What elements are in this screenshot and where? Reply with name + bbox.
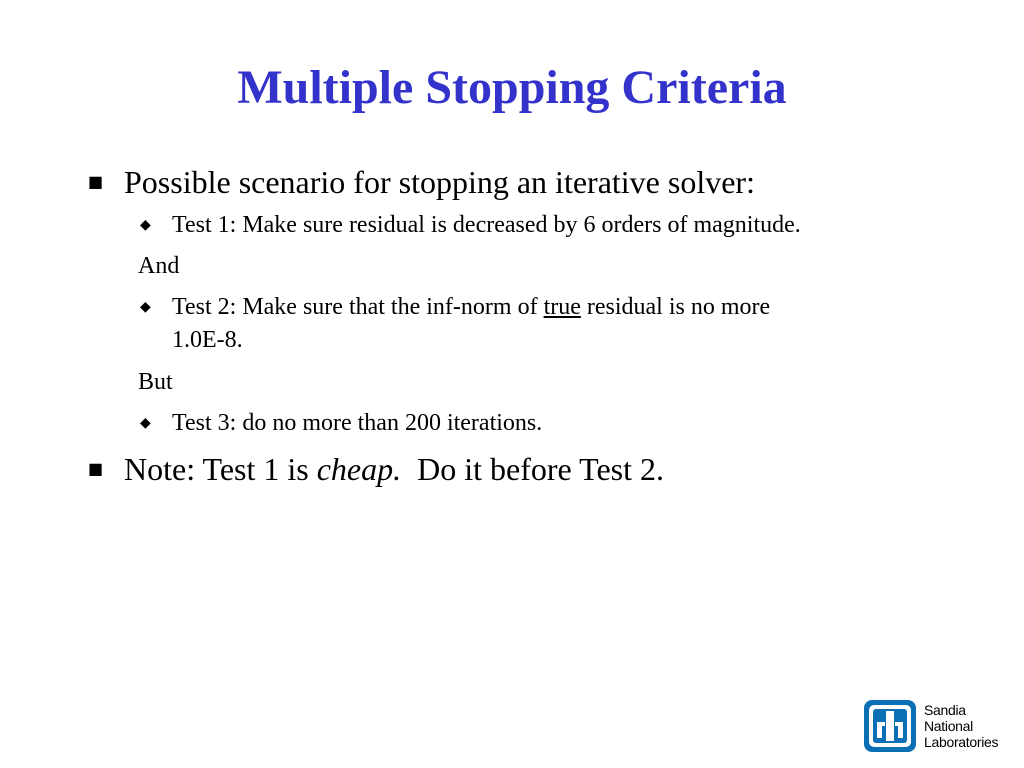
sub-bullet-item xyxy=(140,291,770,357)
diamond-bullet-icon: ◆ xyxy=(140,217,151,233)
connector-text: And xyxy=(138,253,180,279)
logo-wordmark xyxy=(924,702,998,750)
sub-bullet-item xyxy=(140,209,801,242)
sub-bullet-text: Test 1: Make sure residual is decreased by 6 orders of magnitude. xyxy=(172,212,801,238)
sandia-thunderbird-icon xyxy=(864,700,916,752)
logo-line: National xyxy=(924,718,973,734)
diamond-bullet-icon: ◆ xyxy=(140,415,151,431)
connector-text: But xyxy=(138,369,173,395)
diamond-bullet-icon: ◆ xyxy=(140,299,151,315)
logo-line: Laboratories xyxy=(924,734,999,750)
logo-line: Sandia xyxy=(924,702,966,718)
sub-bullet-text: Test 2: Make sure that the inf-norm of true residual is no more 1.0E-8. xyxy=(172,294,771,353)
sandia-logo xyxy=(864,700,998,752)
sub-bullet-text: Test 3: do no more than 200 iterations. xyxy=(172,410,543,436)
sub-bullet-item xyxy=(140,407,542,440)
bullet-item xyxy=(88,164,755,200)
slide-title: Multiple Stopping Criteria xyxy=(237,61,787,114)
italic-word: cheap. xyxy=(316,451,402,487)
bullet-item xyxy=(88,451,664,487)
bullet-text: Possible scenario for stopping an iterative solver: xyxy=(124,164,755,200)
square-bullet-icon: ■ xyxy=(88,459,104,478)
bullet-text: Note: Test 1 is cheap. Do it before Test 2. xyxy=(124,451,665,487)
square-bullet-icon: ■ xyxy=(88,172,104,191)
underlined-word: true xyxy=(543,294,581,320)
